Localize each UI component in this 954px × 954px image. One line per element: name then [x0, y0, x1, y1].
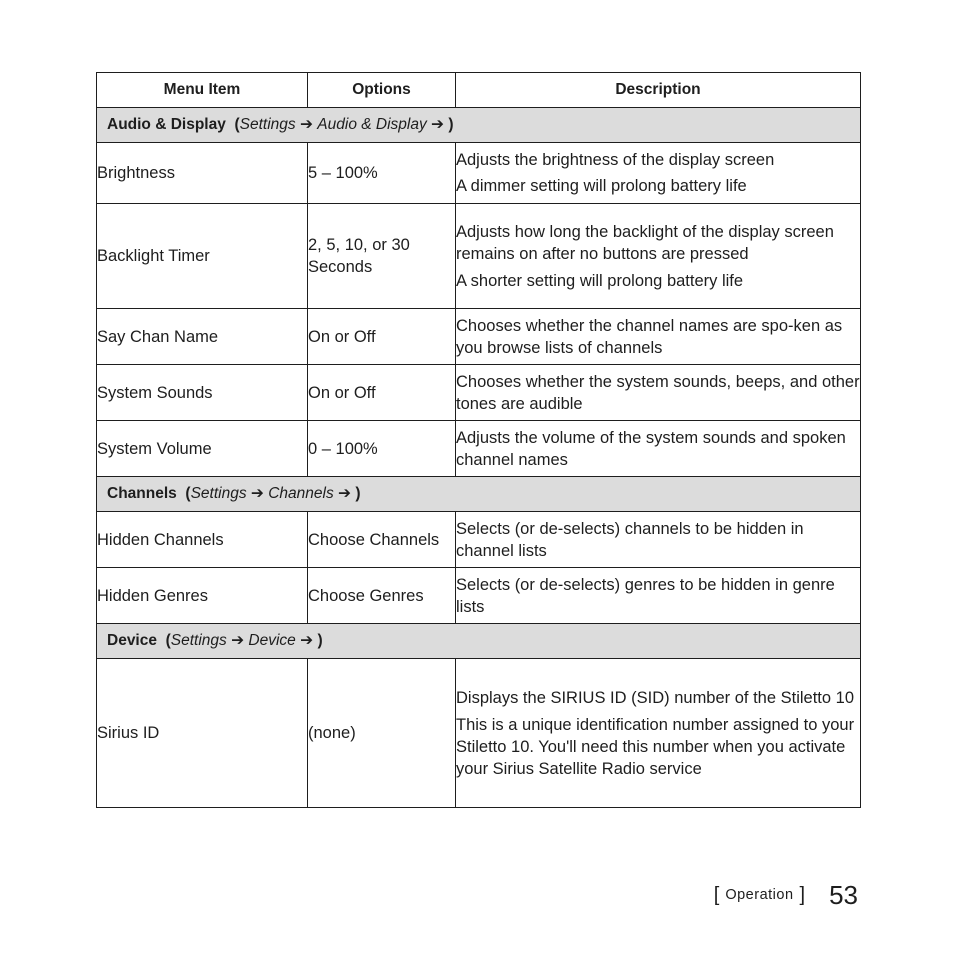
description-text: Adjusts the brightness of the display screen: [456, 151, 775, 169]
menu-item-cell: Say Chan Name: [97, 309, 308, 365]
table-row-system-sounds: [97, 365, 861, 421]
path-target: Device: [248, 632, 296, 649]
options-cell: 0 – 100%: [308, 421, 456, 477]
arrow-icon: ➔: [299, 116, 313, 133]
header-menu-item: Menu Item: [97, 73, 308, 108]
options-cell: Choose Genres: [308, 568, 456, 624]
table-row-backlight-timer: [97, 204, 861, 309]
path-target: Channels: [268, 485, 334, 502]
settings-menu-table: [96, 72, 861, 808]
path-open: (: [165, 632, 171, 649]
description-text: Chooses whether the system sounds, beeps, and other tones are audible: [456, 372, 860, 413]
menu-item-cell: Backlight Timer: [97, 204, 308, 309]
section-row-device: [97, 624, 861, 659]
description-text: This is a unique identification number assigned to your Stiletto 10. You'll need this number when you activate your Sirius Satellite Radio service: [456, 715, 855, 778]
path-close: ): [355, 485, 361, 502]
description-cell: [456, 309, 861, 365]
table-row-sirius-id: [97, 659, 861, 808]
arrow-icon: ➔: [300, 632, 314, 649]
page-footer: [714, 878, 858, 912]
path-settings: Settings: [239, 116, 296, 133]
arrow-icon: ➔: [231, 632, 245, 649]
description-text: Adjusts how long the backlight of the display screen remains on after no buttons are pressed: [456, 222, 834, 263]
table-row-hidden-genres: [97, 568, 861, 624]
bracket-close: ]: [799, 883, 806, 906]
path-close: ): [448, 116, 454, 133]
path-close: ): [317, 632, 323, 649]
description-cell: [456, 512, 861, 568]
menu-item-cell: Hidden Channels: [97, 512, 308, 568]
options-cell: On or Off: [308, 309, 456, 365]
menu-item-cell: Brightness: [97, 143, 308, 204]
section-row-audio-display: [97, 108, 861, 143]
options-cell: 5 – 100%: [308, 143, 456, 204]
section-label: Operation: [725, 887, 794, 903]
path-settings: Settings: [190, 485, 247, 502]
menu-item-cell: System Sounds: [97, 365, 308, 421]
options-cell: (none): [308, 659, 456, 808]
page-number: 53: [829, 879, 858, 910]
description-text: Displays the SIRIUS ID (SID) number of the Stiletto 10: [456, 688, 854, 707]
table-row-brightness: [97, 143, 861, 204]
path-target: Audio & Display: [317, 116, 427, 133]
bracket-open: [: [713, 883, 720, 906]
menu-item-cell: Hidden Genres: [97, 568, 308, 624]
table-header-row: [97, 73, 861, 108]
description-text: Adjusts the volume of the system sounds and spoken channel names: [456, 428, 846, 469]
description-cell: [456, 204, 861, 309]
description-cell: [456, 421, 861, 477]
arrow-icon: ➔: [431, 116, 445, 133]
menu-item-cell: System Volume: [97, 421, 308, 477]
header-description: Description: [456, 73, 861, 108]
options-cell: On or Off: [308, 365, 456, 421]
arrow-icon: ➔: [338, 485, 352, 502]
description-text: A shorter setting will prolong battery life: [456, 271, 744, 290]
menu-item-cell: Sirius ID: [97, 659, 308, 808]
description-cell: [456, 143, 861, 204]
section-heading: [97, 477, 861, 512]
path-open: (: [234, 116, 240, 133]
section-title: Channels: [107, 485, 177, 502]
section-heading: [97, 108, 861, 143]
description-text: Selects (or de-selects) channels to be hidden in channel lists: [456, 519, 804, 560]
header-options: Options: [308, 73, 456, 108]
description-text: Chooses whether the channel names are spo-ken as you browse lists of channels: [456, 316, 843, 357]
description-cell: [456, 568, 861, 624]
arrow-icon: ➔: [250, 485, 264, 502]
description-cell: [456, 365, 861, 421]
description-text: A dimmer setting will prolong battery life: [456, 177, 747, 195]
path-settings: Settings: [170, 632, 227, 649]
section-title: Device: [107, 632, 157, 649]
table-row-hidden-channels: [97, 512, 861, 568]
path-open: (: [185, 485, 191, 502]
options-cell: Choose Channels: [308, 512, 456, 568]
table-row-system-volume: [97, 421, 861, 477]
description-text: Selects (or de-selects) genres to be hidden in genre lists: [456, 575, 835, 616]
table-row-say-chan-name: [97, 309, 861, 365]
section-heading: [97, 624, 861, 659]
section-title: Audio & Display: [107, 116, 226, 133]
section-row-channels: [97, 477, 861, 512]
description-cell: [456, 659, 861, 808]
options-cell: 2, 5, 10, or 30 Seconds: [308, 204, 456, 309]
